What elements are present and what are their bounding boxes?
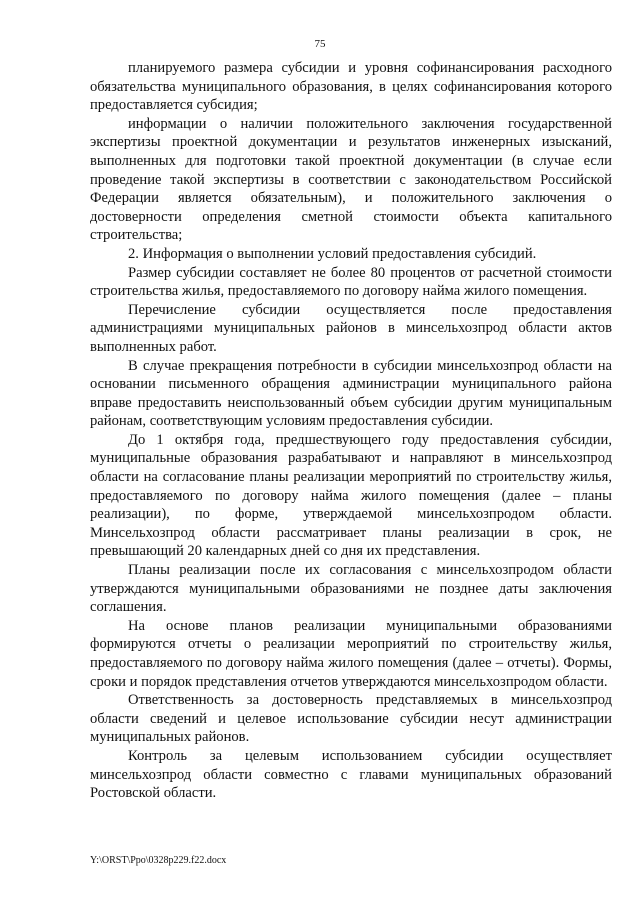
paragraph: Перечисление субсидии осуществляется после предоставления администрациями муниципальных районов в минсельхозпрод области актов выполненных работ. [90, 301, 612, 355]
paragraph: В случае прекращения потребности в субсидии минсельхозпрод области на основании письменного обращения администрации муниципального района вправе предоставить неиспользованный объем субсидии другим муниципальным районам, соответствующим условиям предоставления субсидии. [90, 357, 612, 430]
paragraph: Контроль за целевым использованием субсидии осуществляет минсельхозпрод области совместно с главами муниципальных образований Ростовской области. [90, 747, 612, 802]
footer-file-path: Y:\ORST\Ppo\0328p229.f22.docx [90, 855, 227, 866]
paragraph: Размер субсидии составляет не более 80 процентов от расчетной стоимости строительства жилья, предоставляемого по договору найма жилого помещения. [90, 264, 612, 300]
paragraph: До 1 октября года, предшествующего году предоставления субсидии, муниципальные образования разрабатывают и направляют в минсельхозпрод области на согласование планы реализации мероприятий по строительству жилья, предоставляемого по договору найма жилого помещения (далее – планы реализации), по форме, утверждаемой минсельхозпродом области. Минсельхозпрод области рассматривает планы реализации в срок, не превышающий 20 календарных дней со дня их представления. [90, 431, 612, 560]
paragraph: Ответственность за достоверность представляемых в минсельхозпрод области сведений и целевое использование субсидии несут администрации муниципальных районов. [90, 692, 612, 746]
paragraph: информации о наличии положительного заключения государственной экспертизы проектной документации и результатов инженерных изысканий, выполненных для подготовки такой проектной документации (в случае если проведение такой экспертизы в соответствии с законодательством Российской Федерации является обязательным), и положительного заключения о достоверности определения сметной стоимости объекта капитального строительства; [90, 115, 612, 244]
page-number: 75 [314, 38, 326, 50]
document-body [90, 59, 612, 803]
paragraph: 2. Информация о выполнении условий предоставления субсидий. [128, 245, 537, 262]
paragraph: Планы реализации после их согласования с минсельхозпродом области утверждаются муниципальными образованиями не позднее даты заключения соглашения. [90, 562, 612, 616]
paragraph: На основе планов реализации муниципальными образованиями формируются отчеты о реализации мероприятий по строительству жилья, предоставляемого по договору найма жилого помещения (далее – отчеты). Формы, сроки и порядок представления отчетов утверждаются минсельхозпродом области. [90, 617, 612, 690]
paragraph: планируемого размера субсидии и уровня софинансирования расходного обязательства муниципального образования, в целях софинансирования которого предоставляется субсидия; [90, 60, 612, 114]
